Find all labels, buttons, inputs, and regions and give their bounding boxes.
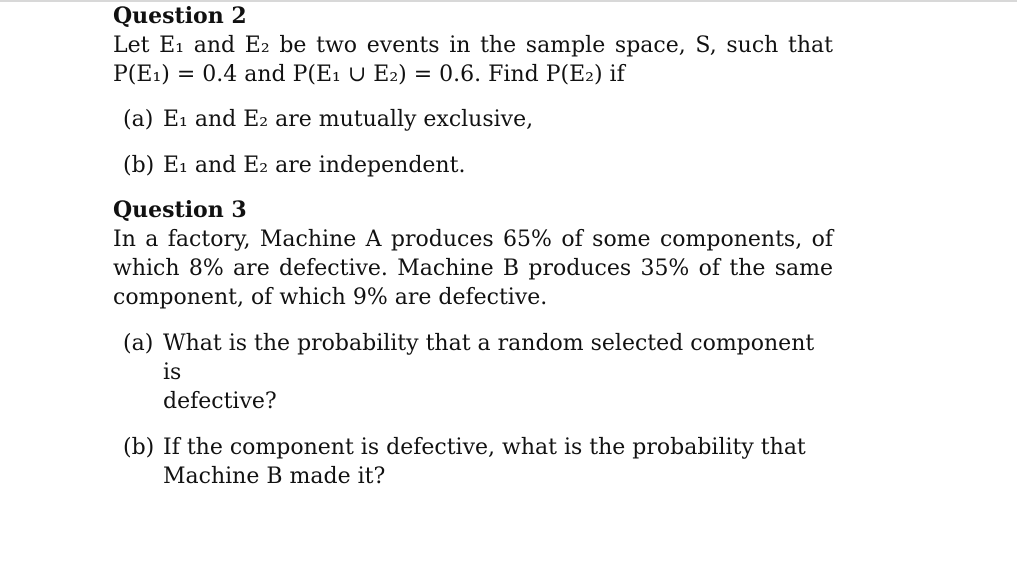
question-2-parts (113, 105, 833, 180)
question-2 (113, 3, 833, 180)
part-label: (a) (123, 331, 154, 356)
question-2-stem-line-1: Let E₁ and E₂ be two events in the sample space, S, such that (113, 33, 833, 58)
question-2-stem-line-2: P(E₁) = 0.4 and P(E₁ ∪ E₂) = 0.6. Find P(E₂) if (113, 62, 625, 87)
question-3-part-a (113, 329, 833, 416)
question-2-part-a (113, 105, 833, 134)
part-label: (b) (123, 435, 155, 460)
question-3-title: Question 3 (113, 197, 247, 223)
question-2-title: Question 2 (113, 3, 247, 29)
part-label: (b) (123, 153, 155, 178)
part-text-line-1: What is the probability that a random selected component is (163, 331, 815, 385)
part-text: E₁ and E₂ are independent. (163, 153, 466, 178)
question-3-stem (113, 225, 833, 312)
question-3-parts (113, 329, 833, 491)
part-text (163, 329, 833, 416)
part-text (163, 433, 833, 491)
part-text: E₁ and E₂ are mutually exclusive, (163, 107, 534, 132)
question-3-stem-line-3: component, of which 9% are defective. (113, 285, 548, 310)
question-3-part-b (113, 433, 833, 491)
part-text-line-1: If the component is defective, what is the probability that (163, 435, 806, 460)
question-3-stem-line-1: In a factory, Machine A produces 65% of some components, of (113, 227, 833, 252)
question-2-part-b (113, 151, 833, 180)
question-3-stem-line-2: which 8% are defective. Machine B produces 35% of the same (113, 256, 833, 281)
part-label: (a) (123, 107, 154, 132)
question-2-stem (113, 31, 833, 89)
part-text-line-2: defective? (163, 389, 277, 414)
document-body (113, 3, 833, 491)
question-3 (113, 197, 833, 491)
part-text-line-2: Machine B made it? (163, 464, 386, 489)
top-divider (0, 0, 1017, 2)
